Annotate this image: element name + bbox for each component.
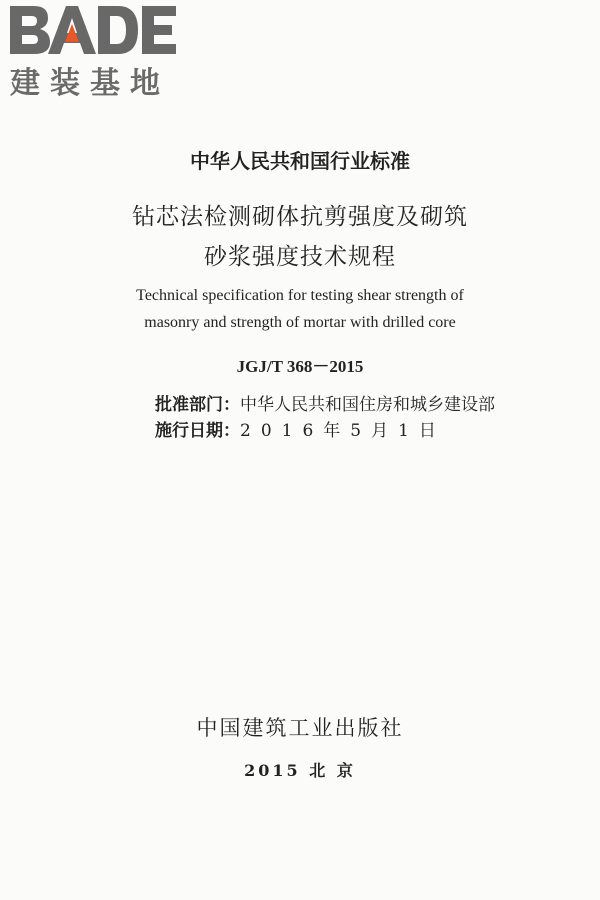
- bade-wordmark: [8, 2, 178, 58]
- meta-block: [155, 392, 495, 444]
- bade-logo: [8, 2, 178, 101]
- publisher: 中国建筑工业出版社: [196, 716, 404, 740]
- approval-label: 批准部门：: [155, 395, 240, 415]
- effective-date-value: 2016年5月1日: [240, 421, 446, 441]
- title-en-line-1: Technical specification for testing shear strength of: [136, 287, 464, 304]
- effective-date-row: [155, 418, 495, 444]
- standard-category: 中华人民共和国行业标准: [190, 149, 410, 173]
- standard-code: JGJ/T 368－2015: [236, 357, 364, 376]
- approval-value: 中华人民共和国住房和城乡建设部: [240, 395, 495, 415]
- approval-row: [155, 392, 495, 418]
- title-cn-line-2: 砂浆强度技术规程: [204, 244, 396, 270]
- title-en-line-2: masonry and strength of mortar with drilled core: [144, 314, 456, 331]
- title-cn-line-1: 钻芯法检测砌体抗剪强度及砌筑: [132, 204, 468, 230]
- publication-year-place: 2015 北 京: [244, 761, 356, 780]
- logo-subtitle: 建装基地: [10, 66, 170, 101]
- effective-date-label: 施行日期：: [155, 421, 240, 441]
